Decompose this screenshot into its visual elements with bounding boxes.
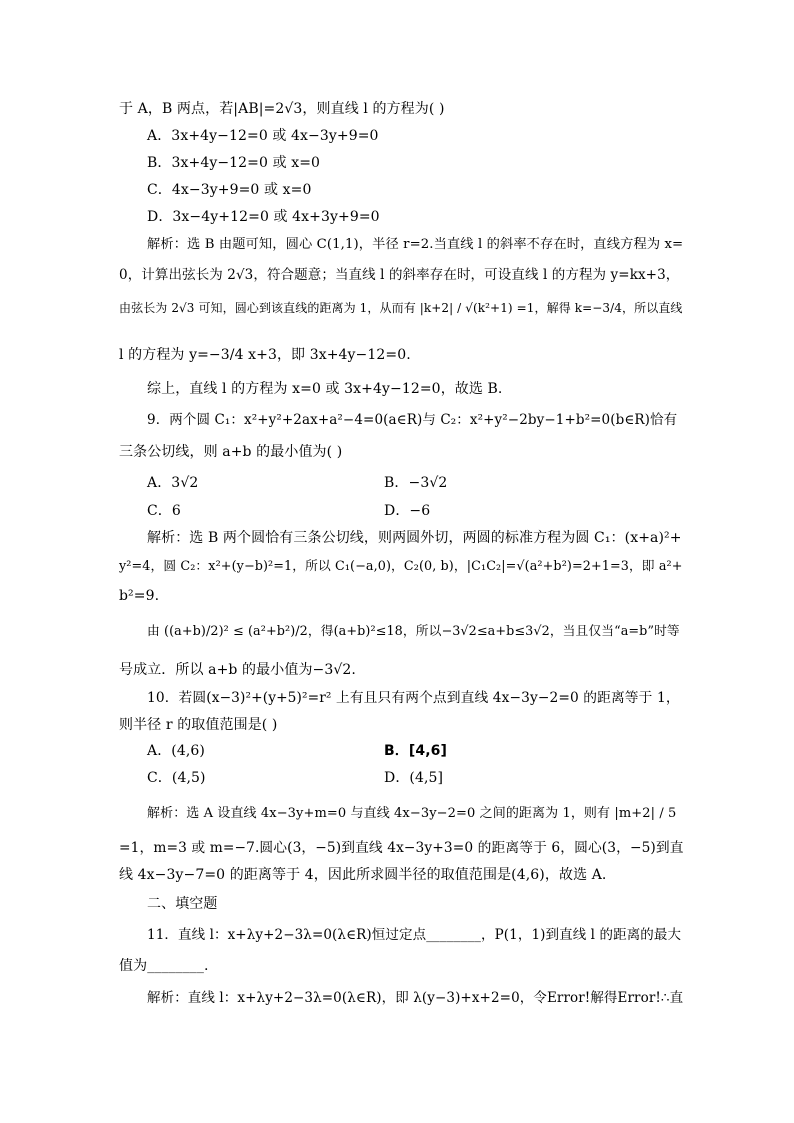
q8-option-a: A．3x+4y−12=0 或 4x−3y+9=0: [147, 128, 379, 144]
q9-solution-line: y²=4，圆 C₂：x²+(y−b)²=1，所以 C₁(−a,0)，C₂(0, b)，|C₁C₂|=√(a²+b²)=2+1=3，即 a²+: [119, 559, 683, 574]
q8-option-b: B．3x+4y−12=0 或 x=0: [147, 155, 321, 171]
q10-stem: 10．若圆(x−3)²+(y+5)²=r² 上有且只有两个点到直线 4x−3y−2=0 的距离等于 1，: [147, 690, 680, 706]
q9-option-d: D．−6: [384, 503, 431, 519]
q11-stem: 值为________.: [119, 958, 209, 974]
q10-option-c: C．(4,5): [147, 770, 206, 786]
q9-option-b: B．−3√2: [384, 475, 448, 491]
q8-option-d: D．3x−4y+12=0 或 4x+3y+9=0: [147, 209, 380, 225]
q10-solution-line: =1，m=3 或 m=−7.圆心(3，−5)到直线 4x−3y+3=0 的距离等于 6，圆心(3，−5)到直: [119, 840, 684, 856]
q8-solution-line: 由弦长为 2√3 可知，圆心到该直线的距离为 1，从而有 |k+2| / √(k²+1) =1，解得 k=−3/4，所以直线: [119, 301, 683, 315]
q8-stem: 于 A，B 两点，若|AB|=2√3，则直线 l 的方程为( ): [119, 101, 445, 117]
q10-option-d: D．(4,5]: [384, 770, 444, 786]
q9-solution-line: 解析：选 B 两个圆恰有三条公切线，则两圆外切，两圆的标准方程为圆 C₁：(x+a)²+: [147, 530, 682, 546]
q8-solution-line: l 的方程为 y=−3/4 x+3，即 3x+4y−12=0.: [119, 347, 411, 363]
q10-option-b: B．[4,6]: [384, 743, 447, 759]
q11-solution-line: 解析：直线 l：x+λy+2−3λ=0(λ∈R)，即 λ(y−3)+x+2=0，令Error!解得Error!∴直: [147, 990, 684, 1006]
q10-solution-line: 线 4x−3y−7=0 的距离等于 4，因此所求圆半径的取值范围是(4,6)，故选 A.: [119, 867, 607, 883]
q8-option-c: C．4x−3y+9=0 或 x=0: [147, 182, 312, 198]
q9-option-c: C．6: [147, 503, 181, 519]
q9-solution-line: 号成立．所以 a+b 的最小值为−3√2.: [119, 662, 356, 678]
q10-stem: 则半径 r 的取值范围是( ): [119, 717, 278, 733]
q11-stem: 11．直线 l：x+λy+2−3λ=0(λ∈R)恒过定点________，P(1，1)到直线 l 的距离的最大: [147, 927, 682, 943]
section-heading: 二、填空题: [147, 896, 218, 912]
q8-solution-line: 综上，直线 l 的方程为 x=0 或 3x+4y−12=0，故选 B.: [147, 381, 503, 397]
q9-stem: 三条公切线，则 a+b 的最小值为( ): [119, 444, 343, 460]
q10-solution-line: 解析：选 A 设直线 4x−3y+m=0 与直线 4x−3y−2=0 之间的距离为 1，则有 |m+2| / 5: [147, 806, 677, 821]
q9-stem: 9．两个圆 C₁：x²+y²+2ax+a²−4=0(a∈R)与 C₂：x²+y²−2by−1+b²=0(b∈R)恰有: [147, 412, 678, 428]
q9-option-a: A．3√2: [147, 475, 199, 491]
q8-solution-line: 0，计算出弦长为 2√3，符合题意；当直线 l 的斜率存在时，可设直线 l 的方程为 y=kx+3，: [119, 267, 680, 283]
q9-solution-line: 由 ((a+b)/2)² ≤ (a²+b²)/2，得(a+b)²≤18，所以−3√2≤a+b≤3√2，当且仅当“a=b”时等: [147, 624, 680, 639]
q10-option-a: A．(4,6): [147, 743, 205, 759]
q8-solution-line: 解析：选 B 由题可知，圆心 C(1,1)，半径 r=2.当直线 l 的斜率不存在时，直线方程为 x=: [147, 237, 684, 252]
q9-solution-line: b²=9.: [119, 588, 160, 604]
